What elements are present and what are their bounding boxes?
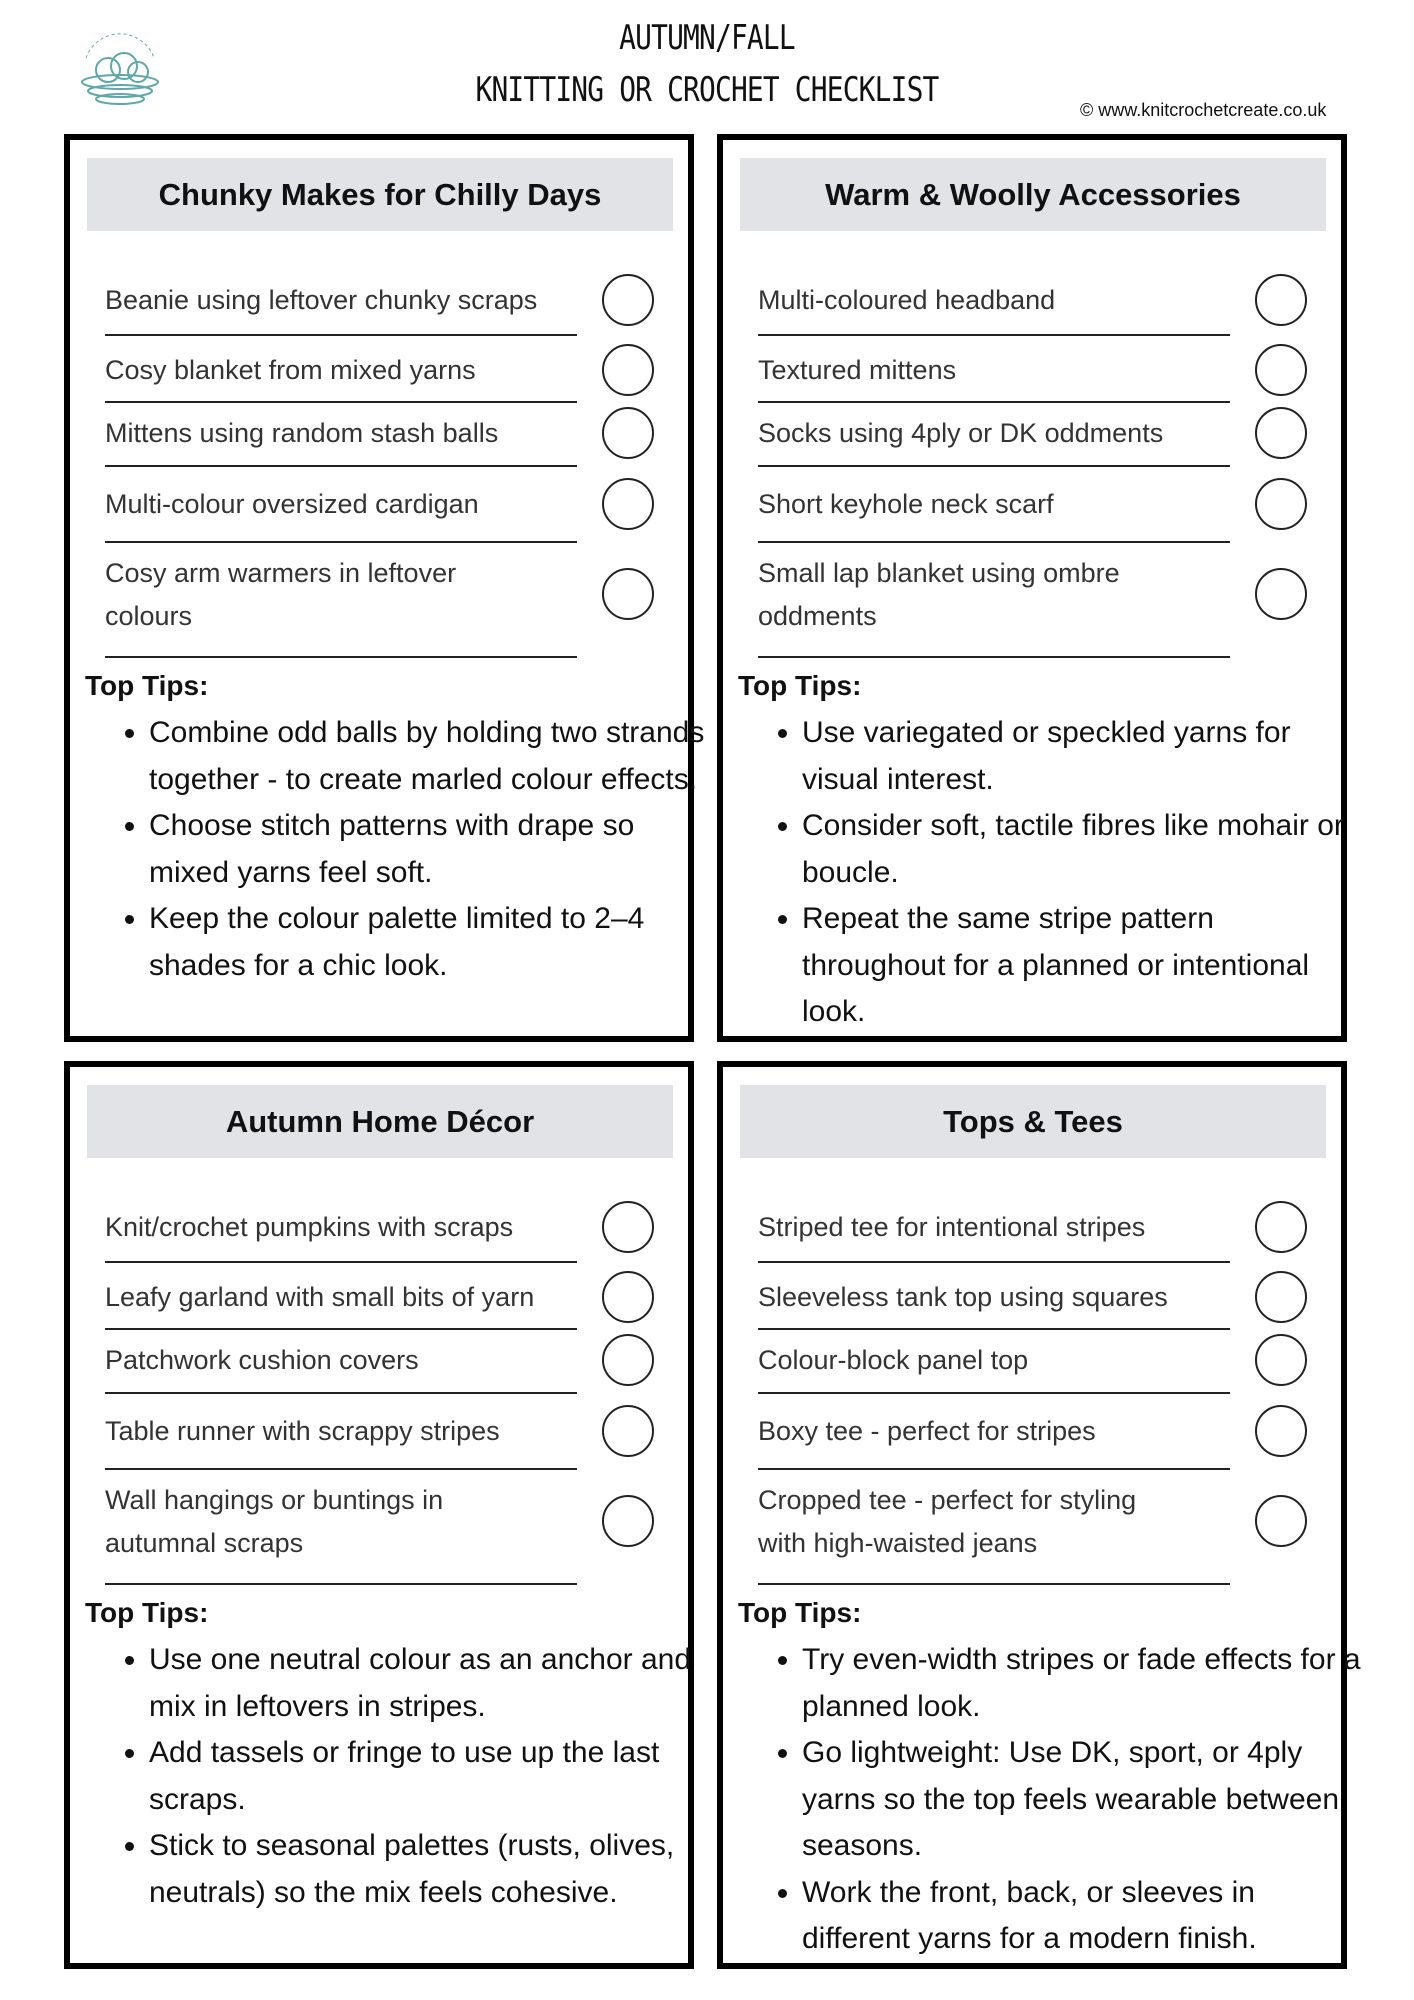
checkbox-circle[interactable] — [1255, 344, 1307, 396]
checkbox-circle[interactable] — [1255, 1334, 1307, 1386]
checklist-item-label: Beanie using leftover chunky scraps — [105, 285, 538, 315]
checklist-item-label: Short keyhole neck scarf — [758, 489, 1054, 519]
tip-item: • Stick to seasonal palettes (rusts, olives, neutrals) so the mix feels cohesive. — [149, 1823, 709, 1916]
checkbox-circle[interactable] — [602, 1271, 654, 1323]
checklist-item-label: Wall hangings or buntings in autumnal scraps — [105, 1485, 444, 1558]
checklist-item-label: Striped tee for intentional stripes — [758, 1212, 1146, 1242]
item-underline — [105, 1328, 577, 1330]
top-tips-list — [768, 1637, 1362, 1963]
checkbox-circle[interactable] — [1255, 1271, 1307, 1323]
checkbox-circle[interactable] — [602, 407, 654, 459]
checkbox-circle[interactable] — [602, 568, 654, 620]
section-title: Tops & Tees — [740, 1085, 1326, 1158]
item-underline — [758, 1328, 1230, 1330]
tip-item: • Go lightweight: Use DK, sport, or 4ply yarns so the top feels wearable between seasons. — [802, 1730, 1362, 1870]
tip-item: • Consider soft, tactile fibres like mohair or boucle. — [802, 803, 1362, 896]
item-underline — [105, 656, 577, 658]
checklist-section — [717, 1061, 1361, 1969]
tip-item: • Use one neutral colour as an anchor and mix in leftovers in stripes. — [149, 1637, 709, 1730]
checkbox-circle[interactable] — [1255, 1405, 1307, 1457]
item-underline — [105, 401, 577, 403]
item-underline — [758, 465, 1230, 467]
checklist-item-label: Leafy garland with small bits of yarn — [105, 1282, 535, 1312]
checklist-item-label: Mittens using random stash balls — [105, 418, 499, 448]
item-underline — [758, 1392, 1230, 1394]
item-underline — [758, 334, 1230, 336]
checklist-item-label: Multi-colour oversized cardigan — [105, 489, 479, 519]
checklist-item-label: Colour-block panel top — [758, 1345, 1029, 1375]
checkbox-circle[interactable] — [602, 274, 654, 326]
section-title: Autumn Home Décor — [87, 1085, 673, 1158]
item-underline — [105, 541, 577, 543]
checklist-item-label: Cosy arm warmers in leftover colours — [105, 558, 457, 631]
checkbox-circle[interactable] — [1255, 407, 1307, 459]
checkbox-circle[interactable] — [1255, 568, 1307, 620]
top-tips-heading: Top Tips: — [85, 1597, 209, 1628]
checkbox-circle[interactable] — [602, 344, 654, 396]
copyright-url: © www.knitcrochetcreate.co.uk — [1080, 100, 1327, 120]
item-underline — [105, 1261, 577, 1263]
tip-item: • Work the front, back, or sleeves in different yarns for a modern finish. — [802, 1870, 1362, 1963]
checklist-item-label: Boxy tee - perfect for stripes — [758, 1416, 1096, 1446]
page-title-line1: AUTUMN/FALL — [619, 18, 795, 58]
top-tips-heading: Top Tips: — [738, 670, 862, 701]
checklist-item-label: Cosy blanket from mixed yarns — [105, 355, 476, 385]
tip-item: • Keep the colour palette limited to 2–4 shades for a chic look. — [149, 896, 709, 989]
item-underline — [758, 401, 1230, 403]
tip-item: • Choose stitch patterns with drape so mixed yarns feel soft. — [149, 803, 709, 896]
checkbox-circle[interactable] — [1255, 274, 1307, 326]
top-tips-heading: Top Tips: — [85, 670, 209, 701]
tip-item: • Repeat the same stripe pattern throughout for a planned or intentional look. — [802, 896, 1362, 1036]
checkbox-circle[interactable] — [602, 478, 654, 530]
item-underline — [105, 1392, 577, 1394]
top-tips-list — [115, 1637, 709, 1916]
item-underline — [105, 334, 577, 336]
tip-item: • Use variegated or speckled yarns for visual interest. — [802, 710, 1362, 803]
item-underline — [758, 1583, 1230, 1585]
checkbox-circle[interactable] — [602, 1495, 654, 1547]
tip-item: • Try even-width stripes or fade effects for a planned look. — [802, 1637, 1362, 1730]
checklist-item-label: Multi-coloured headband — [758, 285, 1056, 315]
checklist-item-label: Sleeveless tank top using squares — [758, 1282, 1168, 1312]
checkbox-circle[interactable] — [1255, 478, 1307, 530]
checkbox-circle[interactable] — [1255, 1495, 1307, 1547]
checklist-item-label: Table runner with scrappy stripes — [105, 1416, 500, 1446]
top-tips-heading: Top Tips: — [738, 1597, 862, 1628]
checkbox-circle[interactable] — [602, 1201, 654, 1253]
checkbox-circle[interactable] — [602, 1334, 654, 1386]
tip-item: • Combine odd balls by holding two strands together - to create marled colour effects. — [149, 710, 709, 803]
tip-item: • Add tassels or fringe to use up the last scraps. — [149, 1730, 709, 1823]
top-tips-list — [768, 710, 1362, 1036]
item-underline — [758, 541, 1230, 543]
checkbox-circle[interactable] — [602, 1405, 654, 1457]
item-underline — [105, 1583, 577, 1585]
checklist-section — [64, 1061, 694, 1969]
item-underline — [105, 465, 577, 467]
section-title: Chunky Makes for Chilly Days — [87, 158, 673, 231]
item-underline — [758, 656, 1230, 658]
checklist-section — [64, 134, 705, 1042]
checklist-item-label: Small lap blanket using ombre oddments — [758, 558, 1120, 631]
page-title-line2: KNITTING OR CROCHET CHECKLIST — [475, 70, 939, 110]
checklist-section — [717, 134, 1347, 1042]
checklist-item-label: Knit/crochet pumpkins with scraps — [105, 1212, 514, 1242]
checklist-item-label: Patchwork cushion covers — [105, 1345, 419, 1375]
item-underline — [758, 1468, 1230, 1470]
section-title: Warm & Woolly Accessories — [740, 158, 1326, 231]
item-underline — [105, 1468, 577, 1470]
checkbox-circle[interactable] — [1255, 1201, 1307, 1253]
checklist-item-label: Cropped tee - perfect for styling with high-waisted jeans — [758, 1485, 1137, 1558]
checklist-item-label: Textured mittens — [758, 355, 957, 385]
checklist-item-label: Socks using 4ply or DK oddments — [758, 418, 1164, 448]
top-tips-list — [115, 710, 709, 989]
item-underline — [758, 1261, 1230, 1263]
